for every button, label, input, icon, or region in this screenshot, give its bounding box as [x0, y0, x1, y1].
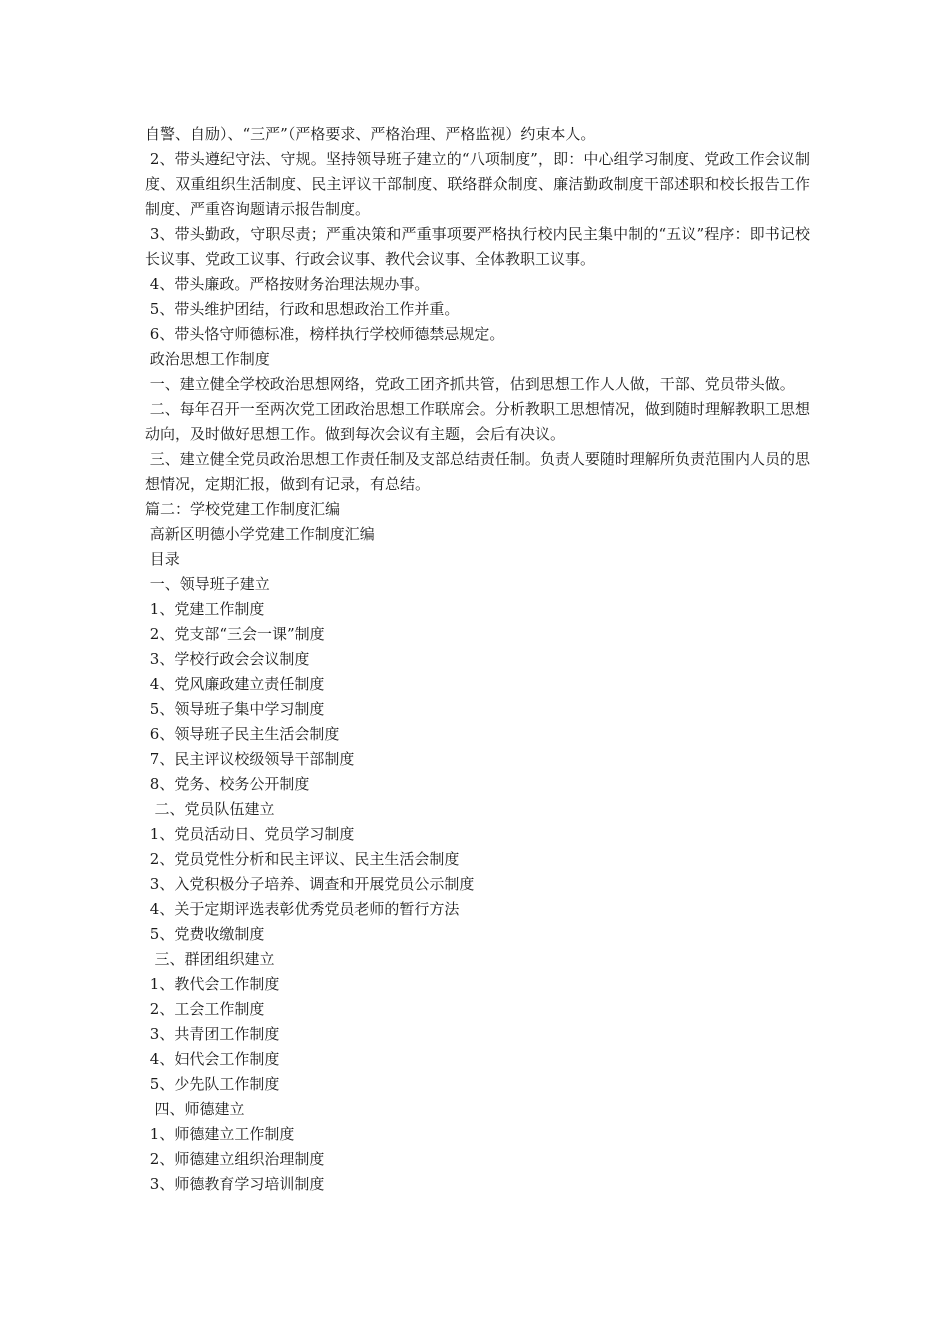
toc-section: 四、师德建立 [145, 1100, 245, 1118]
toc-item: 2、党员党性分析和民主评议、民主生活会制度 [145, 850, 460, 868]
paragraph: 自警、自励）、“三严”（严格要求、严格治理、严格监视）约束本人。 [145, 125, 596, 143]
toc-item: 5、少先队工作制度 [145, 1075, 280, 1093]
toc-section: 三、群团组织建立 [145, 950, 275, 968]
document-body [145, 122, 810, 1197]
toc-section: 二、党员队伍建立 [145, 800, 275, 818]
section-heading: 政治思想工作制度 [145, 350, 270, 368]
document-title: 高新区明德小学党建工作制度汇编 [145, 525, 375, 543]
toc-item: 1、党建工作制度 [145, 600, 265, 618]
paragraph: 6、带头恪守师德标准，榜样执行学校师德禁忌规定。 [145, 325, 505, 343]
toc-item: 2、师德建立组织治理制度 [145, 1150, 325, 1168]
toc-item: 3、师德教育学习培训制度 [145, 1175, 325, 1193]
paragraph: 3、带头勤政，守职尽责；严重决策和严重事项要严格执行校内民主集中制的“五议”程序：即书记校长议事、党政工议事、行政会议事、教代会议事、全体教职工议事。 [145, 225, 810, 268]
paragraph: 三、建立健全党员政治思想工作责任制及支部总结责任制。负责人要随时理解所负责范围内人员的思想情况，定期汇报，做到有记录，有总结。 [145, 450, 810, 493]
toc-item: 1、党员活动日、党员学习制度 [145, 825, 355, 843]
toc-item: 5、领导班子集中学习制度 [145, 700, 325, 718]
toc-item: 3、共青团工作制度 [145, 1025, 280, 1043]
toc-item: 7、民主评议校级领导干部制度 [145, 750, 355, 768]
toc-section: 一、领导班子建立 [145, 575, 270, 593]
toc-item: 2、党支部“三会一课”制度 [145, 625, 325, 643]
toc-item: 3、入党积极分子培养、调查和开展党员公示制度 [145, 875, 475, 893]
toc-item: 1、师德建立工作制度 [145, 1125, 295, 1143]
toc-item: 4、党风廉政建立责任制度 [145, 675, 325, 693]
paragraph: 二、每年召开一至两次党工团政治思想工作联席会。分析教职工思想情况，做到随时理解教职工思想动向，及时做好思想工作。做到每次会议有主题，会后有决议。 [145, 400, 810, 443]
toc-item: 1、教代会工作制度 [145, 975, 280, 993]
toc-heading: 目录 [145, 550, 180, 568]
toc-item: 5、党费收缴制度 [145, 925, 265, 943]
paragraph: 一、建立健全学校政治思想网络，党政工团齐抓共管，估到思想工作人人做，干部、党员带头做。 [145, 375, 795, 393]
toc-item: 8、党务、校务公开制度 [145, 775, 310, 793]
toc-item: 2、工会工作制度 [145, 1000, 265, 1018]
toc-item: 4、妇代会工作制度 [145, 1050, 280, 1068]
paragraph: 2、带头遵纪守法、守规。坚持领导班子建立的“八项制度”，即：中心组学习制度、党政工作会议制度、双重组织生活制度、民主评议干部制度、联络群众制度、廉洁勤政制度干部述职和校长报告工作制度、严重咨询题请示报告制度。 [145, 150, 810, 218]
toc-item: 3、学校行政会会议制度 [145, 650, 310, 668]
toc-item: 6、领导班子民主生活会制度 [145, 725, 340, 743]
paragraph: 4、带头廉政。严格按财务治理法规办事。 [145, 275, 430, 293]
toc-item: 4、关于定期评选表彰优秀党员老师的暂行方法 [145, 900, 460, 918]
section-heading: 篇二：学校党建工作制度汇编 [145, 500, 341, 518]
paragraph: 5、带头维护团结，行政和思想政治工作并重。 [145, 300, 460, 318]
